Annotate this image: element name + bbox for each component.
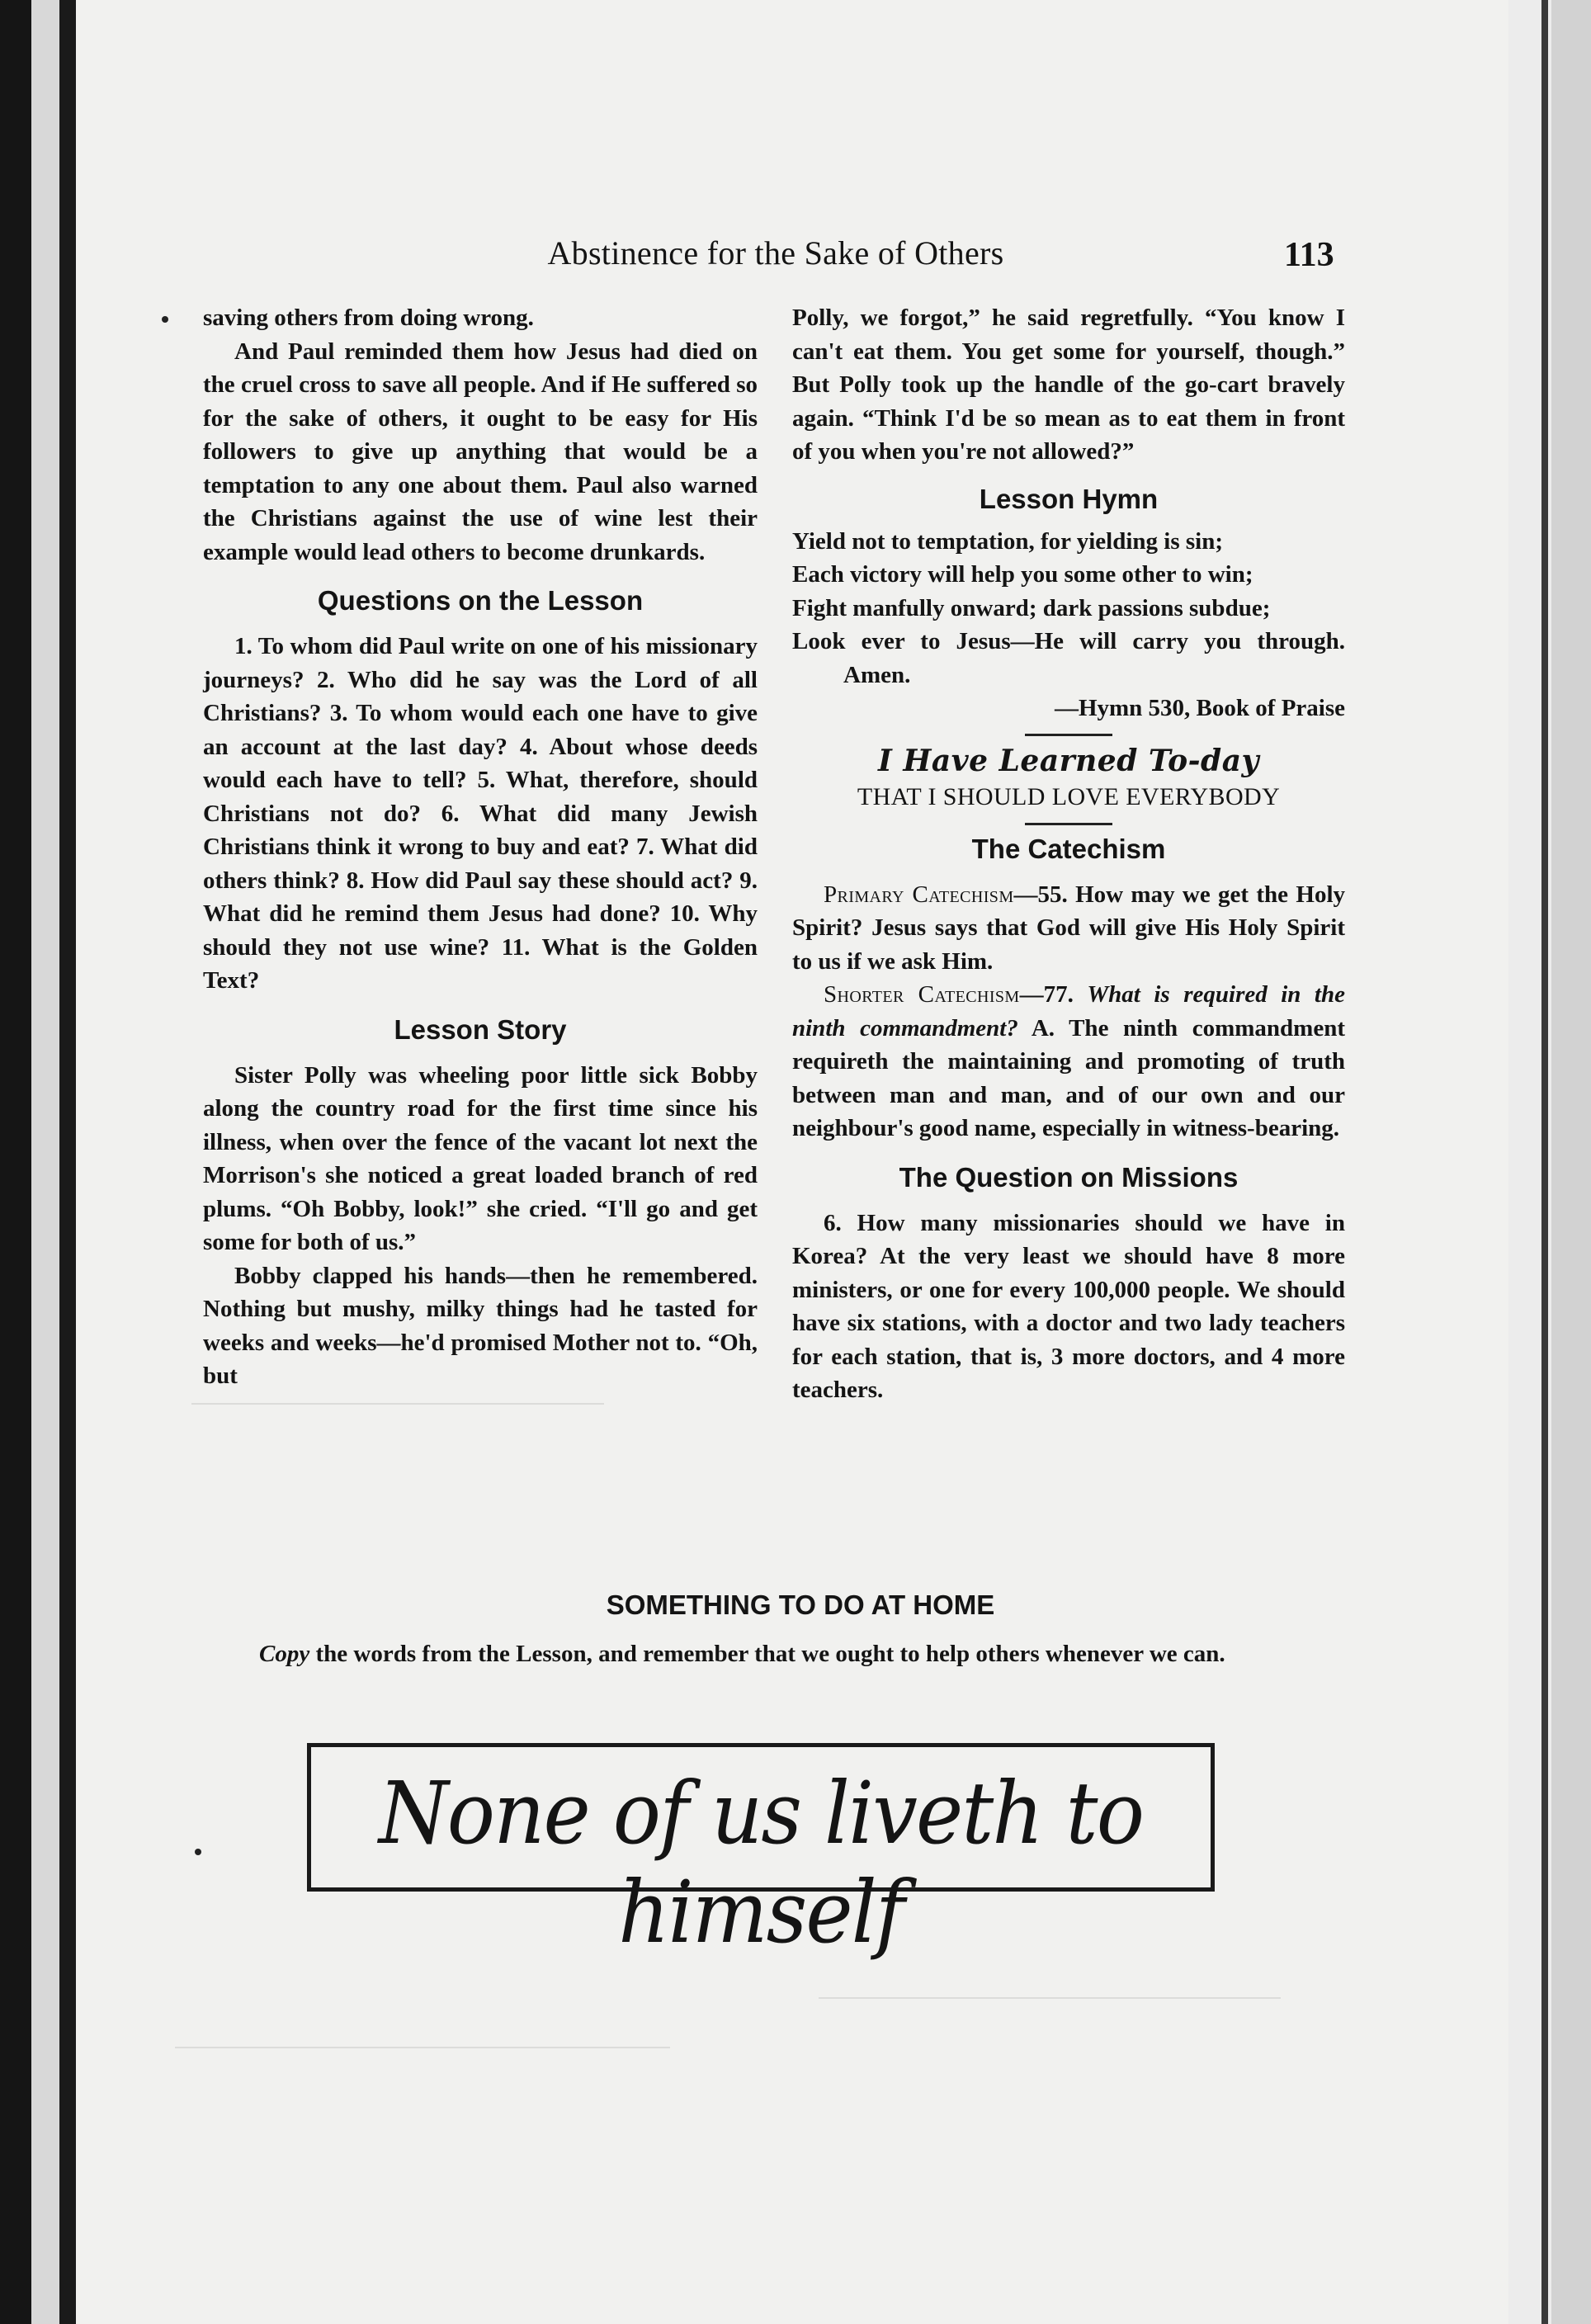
bleed-through-line [175, 2047, 670, 2048]
primary-catechism-answer: Jesus says that God will give His Holy Spirit to us if we ask Him. [792, 914, 1346, 975]
left-column [203, 301, 758, 1393]
paragraph: saving others from doing wrong. [203, 305, 534, 331]
missions-heading: The Question on Missions [899, 1161, 1239, 1193]
motto-script: None of us liveth to himself [378, 1763, 1144, 1963]
story-paragraph: Sister Polly was wheeling poor little sick Bobby along the country road for the first time since his illness, when over the fence of the vacant lot next the Morrison's she noticed a great loaded branch of red plums. “Oh Bobby, look!” she cried. “I'll go and get some for both of us.” [203, 1061, 758, 1255]
shorter-catechism-question: What is required in the ninth commandment? [792, 981, 1345, 1042]
questions-text: 1. To whom did Paul write on one of his missionary journeys? 2. Who did he say was the Lord of all Christians? 3. To whom would each one have to give an account at the last day? 4. About whose deeds would each have to tell? 5. What, therefore, should Christians not do? 6. What did many Jewish Christians think it wrong to buy and eat? 7. What did others think? 8. How did Paul say these should act? 9. What did he remind them Jesus had done? 10. Why should they not use wine? 11. What is the Golden Text? [203, 633, 758, 994]
bleed-through-line [819, 1997, 1281, 1999]
copy-word: Copy [259, 1641, 310, 1667]
shorter-catechism-label: Shorter Catechism [824, 981, 1020, 1008]
primary-catechism-number: —55. [1013, 881, 1068, 908]
motto-box [307, 1743, 1215, 1963]
bleed-through-line [191, 1403, 604, 1405]
home-text [203, 1637, 1345, 1671]
hymn-line: Yield not to temptation, for yielding is sin; [792, 527, 1224, 555]
hymn-line: Look ever to Jesus—He will carry you through. Amen. [792, 628, 1345, 688]
story-heading: Lesson Story [394, 1013, 567, 1045]
hymn-line: Fight manfully onward; dark passions subdue; [792, 594, 1271, 621]
margin-dot [162, 316, 168, 323]
hymn-attribution: —Hymn 530, Book of Praise [1054, 695, 1345, 721]
primary-catechism [792, 878, 1345, 979]
divider-rule [1025, 734, 1112, 736]
story-paragraph: Bobby clapped his hands—then he remembered. Nothing but mushy, milky things had he tasted for weeks and weeks—he'd promised Mother not to. “Oh, but [203, 1262, 758, 1389]
hymn-heading: Lesson Hymn [979, 483, 1159, 514]
shorter-catechism-number: —77. [1019, 981, 1074, 1008]
margin-dot [195, 1849, 201, 1855]
story-continuation: Polly, we forgot,” he said regretfully. “You know I can't eat them. You get some for yourself, though.” But Polly took up the handle of the go-cart bravely again. “Think I'd be so mean as to eat them in front of you when you're not allowed?” [792, 305, 1345, 465]
scan-right-margin [1551, 0, 1591, 2324]
scan-gutter [31, 0, 59, 2324]
shorter-catechism-answer: A. The ninth commandment requireth the maintaining and promoting of truth between man and man, and of our own and our neighbour's good name, especially in witness-bearing. [792, 1014, 1345, 1141]
shorter-catechism [792, 978, 1345, 1145]
primary-catechism-label: Primary Catechism [824, 881, 1014, 908]
scan-gutter-edge [59, 0, 76, 2324]
paragraph: And Paul reminded them how Jesus had died on the cruel cross to save all people. And if He suffered so for the sake of others, it ought to be easy for His followers to give up anything that would be a temptation to any one about them. Paul also warned the Christians against the use of wine lest their example would lead others to become drunkards. [203, 338, 758, 565]
learned-heading: I Have Learned To-day [878, 743, 1259, 778]
divider-rule [1025, 823, 1112, 825]
primary-catechism-question: How may we get the Holy Spirit? [792, 881, 1345, 941]
learned-text: THAT I SHOULD LOVE EVERYBODY [857, 783, 1281, 810]
home-heading: SOMETHING TO DO AT HOME [606, 1589, 995, 1620]
right-column [792, 301, 1345, 1407]
catechism-heading: The Catechism [971, 833, 1166, 864]
home-instruction: the words from the Lesson, and remember that we ought to help others whenever we can. [309, 1641, 1225, 1667]
running-header: Abstinence for the Sake of Others [547, 234, 1004, 272]
questions-heading: Questions on the Lesson [317, 585, 644, 616]
scan-right-edge [1541, 0, 1548, 2324]
scan-gutter-dark [0, 0, 31, 2324]
hymn-line: Each victory will help you some other to win; [792, 561, 1253, 588]
page-number: 113 [1284, 236, 1334, 274]
missions-text: 6. How many missionaries should we have in Korea? At the very least we should have 8 more ministers, or one for every 100,000 people. We should have six stations, with a doctor and two lady teachers for each station, that is, 3 more doctors, and 4 more teachers. [792, 1209, 1345, 1403]
